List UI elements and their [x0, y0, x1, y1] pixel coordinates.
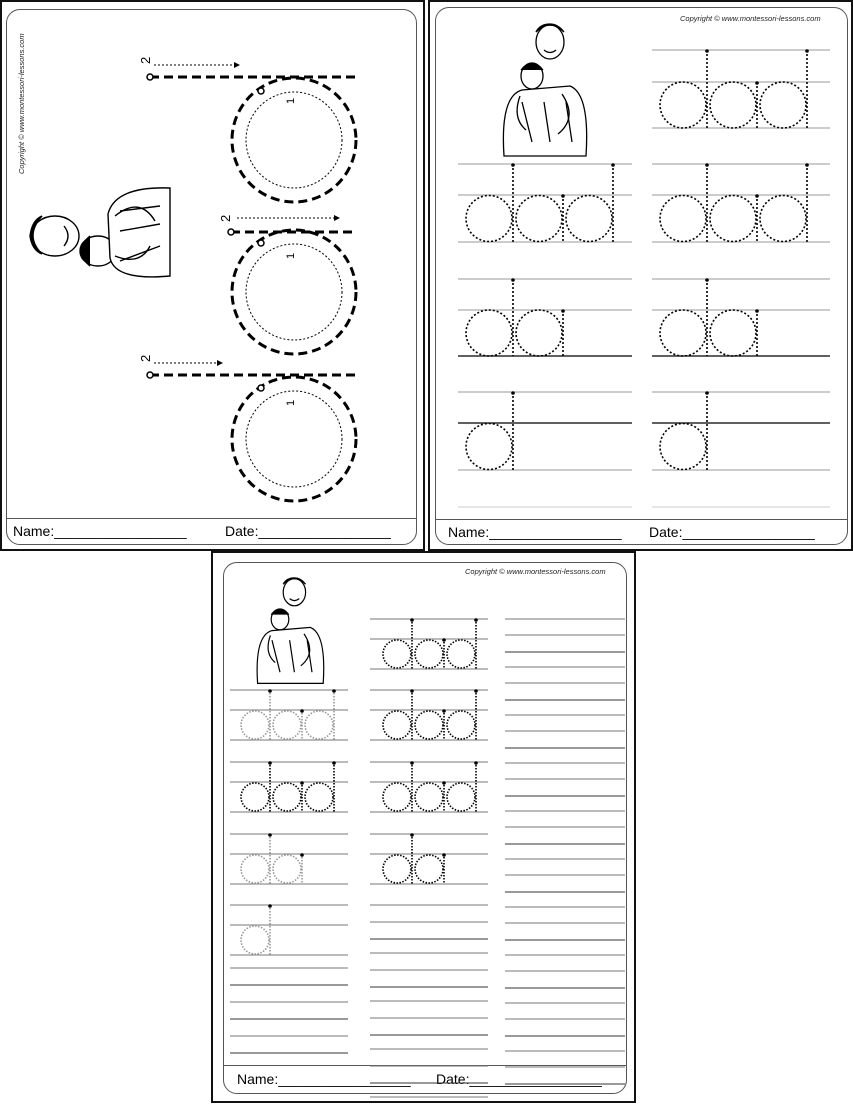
start-dot — [300, 709, 304, 713]
start-dot — [268, 689, 272, 693]
traced-letter-a — [710, 196, 756, 242]
start-dot — [805, 163, 809, 167]
copyright-notice: Copyright © www.montessori-lessons.com — [465, 567, 606, 576]
traced-letter-d — [660, 82, 706, 128]
traced-letter-d — [383, 711, 411, 739]
name-label: Name:_________________ — [13, 523, 187, 539]
start-dot — [611, 163, 615, 167]
start-dot — [300, 853, 304, 857]
traced-letter-d — [447, 711, 475, 739]
traced-letter-a — [415, 711, 443, 739]
start-dot — [442, 853, 446, 857]
traced-letter-d — [383, 855, 411, 883]
worksheet-medium-dad — [428, 0, 853, 551]
stroke-number-2: 2 — [138, 56, 153, 64]
start-dot — [442, 709, 446, 713]
start-dot — [410, 833, 414, 837]
traced-letter-d — [660, 424, 706, 470]
start-dot — [332, 761, 336, 765]
start-dot — [511, 278, 515, 282]
large-letter-d-bottom — [147, 360, 356, 501]
start-dot — [474, 761, 478, 765]
start-dot — [755, 194, 759, 198]
start-dot — [268, 761, 272, 765]
traced-letter-d — [566, 196, 612, 242]
stroke-number-2: 2 — [138, 354, 153, 362]
traced-letter-d — [760, 196, 806, 242]
start-dot — [268, 833, 272, 837]
name-label: Name:_________________ — [237, 1071, 411, 1087]
worksheet-large-dad — [0, 0, 425, 551]
start-dot — [705, 163, 709, 167]
start-dot — [705, 391, 709, 395]
date-label: Date:_________________ — [225, 523, 391, 539]
traced-letter-d — [447, 640, 475, 668]
large-letter-tracing — [2, 2, 427, 553]
start-dot — [705, 49, 709, 53]
name-label: Name:_________________ — [448, 524, 622, 540]
stroke-number-1: 1 — [285, 252, 297, 259]
start-dot — [755, 81, 759, 85]
large-letter-a — [228, 215, 356, 354]
traced-letter-d — [241, 783, 269, 811]
start-dot — [511, 163, 515, 167]
traced-letter-a — [516, 196, 562, 242]
traced-letter-d — [305, 711, 333, 739]
traced-letter-d — [241, 926, 269, 954]
start-dot — [442, 781, 446, 785]
copyright-notice: Copyright © www.montessori-lessons.com — [17, 33, 26, 174]
traced-letter-d — [760, 82, 806, 128]
worksheet-small-dad — [211, 551, 636, 1103]
traced-letter-d — [305, 783, 333, 811]
start-dot — [561, 309, 565, 313]
traced-letter-a — [273, 783, 301, 811]
traced-letter-a — [710, 310, 756, 356]
start-dot — [268, 904, 272, 908]
large-letter-d-top — [147, 62, 356, 202]
traced-letter-a — [273, 855, 301, 883]
start-dot — [705, 278, 709, 282]
start-dot — [474, 618, 478, 622]
start-dot — [561, 194, 565, 198]
traced-letter-d — [383, 640, 411, 668]
date-label: Date:_________________ — [436, 1071, 602, 1087]
start-dot — [410, 689, 414, 693]
traced-letter-d — [383, 783, 411, 811]
start-dot — [410, 618, 414, 622]
start-dot — [410, 761, 414, 765]
start-dot — [300, 781, 304, 785]
traced-letter-a — [415, 855, 443, 883]
stroke-number-1: 1 — [285, 97, 297, 104]
traced-letter-d — [447, 783, 475, 811]
traced-letter-d — [660, 196, 706, 242]
traced-letter-d — [466, 424, 512, 470]
start-dot — [511, 391, 515, 395]
copyright-notice: Copyright © www.montessori-lessons.com — [680, 14, 821, 23]
start-dot — [442, 638, 446, 642]
traced-letter-d — [241, 855, 269, 883]
traced-letter-d — [241, 711, 269, 739]
start-dot — [805, 49, 809, 53]
traced-letter-d — [466, 310, 512, 356]
traced-letter-a — [273, 711, 301, 739]
start-dot — [755, 309, 759, 313]
medium-letter-tracing — [430, 2, 853, 553]
stroke-number-2: 2 — [218, 214, 233, 222]
traced-letter-d — [466, 196, 512, 242]
stroke-number-1: 1 — [285, 399, 297, 406]
start-dot — [332, 689, 336, 693]
traced-letter-a — [415, 640, 443, 668]
traced-letter-a — [516, 310, 562, 356]
traced-letter-d — [660, 310, 706, 356]
small-letter-tracing — [213, 553, 638, 1105]
start-dot — [474, 689, 478, 693]
traced-letter-a — [415, 783, 443, 811]
traced-letter-a — [710, 82, 756, 128]
date-label: Date:_________________ — [649, 524, 815, 540]
